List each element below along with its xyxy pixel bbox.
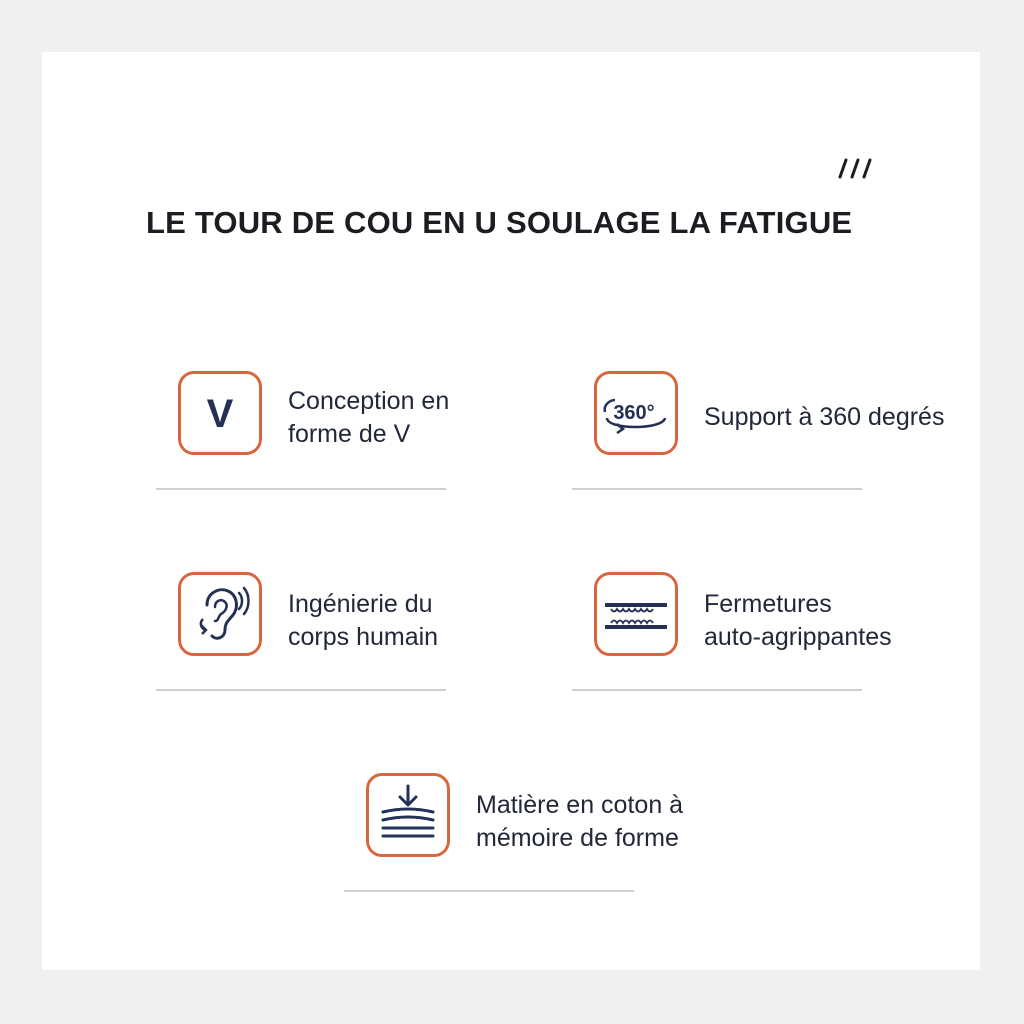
feature-memory-foam: [344, 773, 684, 903]
feature-360-support: [572, 371, 945, 501]
feature-label-line-2: auto-agrippantes: [704, 623, 892, 651]
rotation-360-icon: [594, 371, 678, 455]
feature-divider: [156, 488, 446, 490]
feature-label-line-1: Matière en coton à: [476, 791, 684, 819]
feature-label-line-2: corps humain: [288, 623, 439, 651]
slashes-decoration-icon: [832, 154, 882, 182]
feature-label: [704, 401, 944, 434]
feature-divider: [572, 488, 862, 490]
feature-label: [288, 385, 449, 451]
feature-label-line-1: Conception en: [288, 387, 450, 415]
feature-divider: [156, 689, 446, 691]
feature-label: [476, 789, 683, 855]
hook-and-loop-icon: [594, 572, 678, 656]
rotation-360-label: 360°: [613, 402, 655, 424]
feature-divider: [344, 890, 634, 892]
feature-label-line-1: Support à 360 degrés: [704, 403, 945, 431]
feature-label-line-2: forme de V: [288, 420, 411, 448]
feature-v-shape: [156, 371, 456, 501]
feature-label: [704, 588, 892, 654]
feature-label-line-2: mémoire de forme: [476, 824, 679, 852]
ear-icon: [178, 572, 262, 656]
page-title: LE TOUR DE COU EN U SOULAGE LA FATIGUE: [146, 205, 853, 240]
feature-label-line-1: Ingénierie du: [288, 590, 433, 618]
feature-label: [288, 588, 438, 654]
v-letter-glyph: V: [206, 392, 234, 436]
feature-label-line-1: Fermetures: [704, 590, 832, 618]
feature-ergonomics: [156, 572, 456, 702]
memory-foam-layers-icon: [366, 773, 450, 857]
feature-fasteners: [572, 572, 892, 702]
feature-divider: [572, 689, 862, 691]
v-letter-icon: [178, 371, 262, 455]
